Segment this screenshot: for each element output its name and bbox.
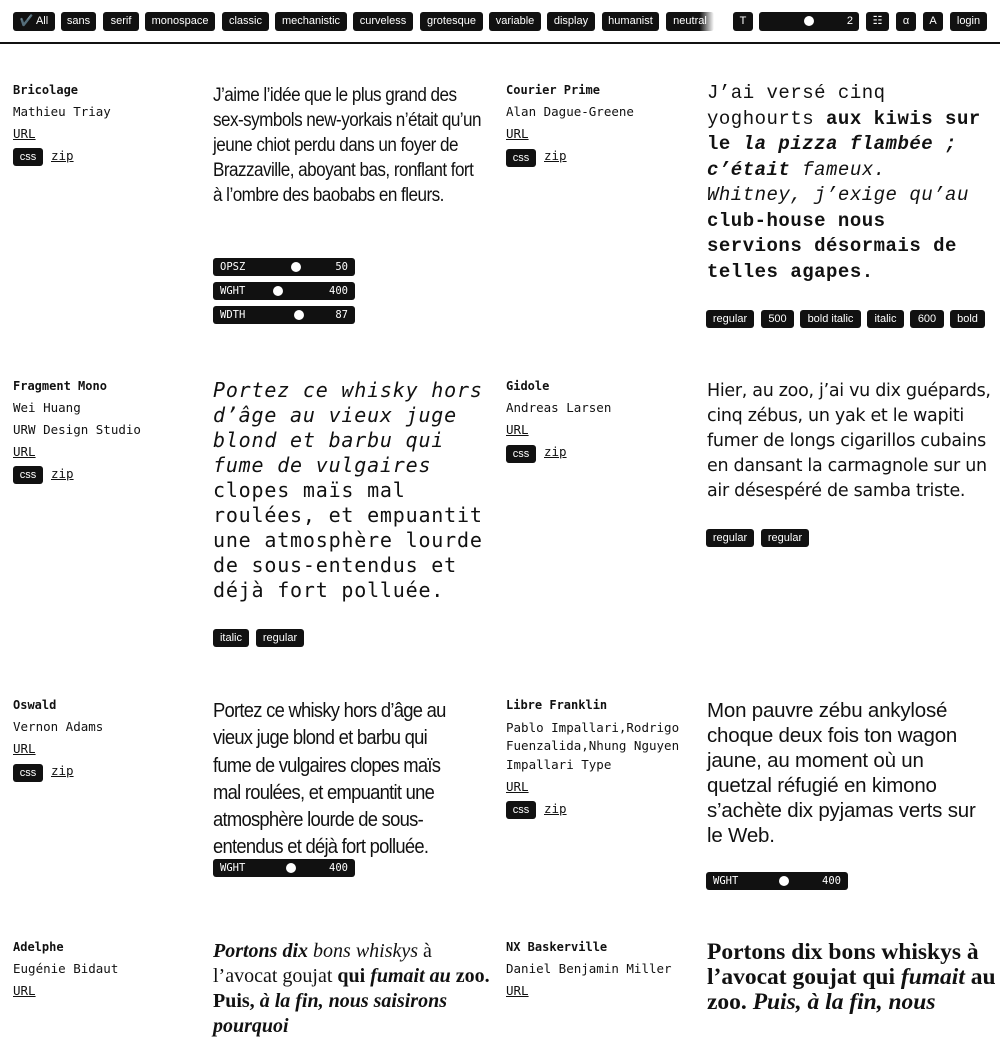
style-chip-regular[interactable]: regular <box>706 310 754 328</box>
filter-sans-chip[interactable]: sans <box>61 12 96 31</box>
zip-link[interactable]: zip <box>544 148 567 163</box>
font-url-link[interactable]: URL <box>506 126 529 141</box>
sample-bold-span: club-house nous servions désormais de telles agapes. <box>707 209 957 283</box>
font-author: Eugénie Bidaut <box>13 961 119 976</box>
font-name: Adelphe <box>13 940 64 954</box>
zip-link[interactable]: zip <box>544 801 567 816</box>
zip-link[interactable]: zip <box>51 148 74 163</box>
axis-value: 400 <box>329 285 348 297</box>
font-author: Mathieu Triay <box>13 104 111 119</box>
font-name: NX Baskerville <box>506 940 608 954</box>
filter-neutral-chip[interactable]: neutral <box>666 12 714 31</box>
font-sample-text[interactable] <box>707 81 990 285</box>
font-sample-text[interactable]: Portez ce whisky hors d’âge au vieux juge blond et barbu qui fume de vulgaires clopes maïs mal roulées, et empuantit une atmosphère lourde de sous-entendus et déjà fort polluée. <box>213 700 446 859</box>
css-button[interactable]: css <box>13 764 43 782</box>
sample-regular-span: à l’avocat goujat <box>213 940 432 987</box>
axis-slider-knob[interactable] <box>294 310 304 320</box>
zip-link[interactable]: zip <box>544 444 567 459</box>
font-name: Bricolage <box>13 83 79 97</box>
css-button[interactable]: css <box>506 801 536 819</box>
font-sample-text[interactable] <box>213 939 498 1039</box>
alpha-button[interactable]: α <box>896 12 916 31</box>
sample-bold-italic-span: la pizza flambée ; c’était <box>707 133 957 181</box>
font-author: Wei Huang <box>13 400 81 415</box>
filter-serif-chip[interactable]: serif <box>103 12 139 31</box>
size-slider-knob[interactable] <box>804 16 814 26</box>
font-foundry: Impallari Type <box>506 757 612 772</box>
font-url-link[interactable]: URL <box>13 444 36 459</box>
style-chip-bold-italic[interactable]: bold italic <box>800 310 861 328</box>
axis-value: 50 <box>335 261 348 273</box>
font-url-link[interactable]: URL <box>13 983 36 998</box>
sample-bold-span: Portons dix bons whiskys à l’avocat goujat qui <box>707 939 979 990</box>
sample-bold-span: qui <box>337 965 371 987</box>
style-chip-regular[interactable]: regular <box>706 529 754 547</box>
font-name: Oswald <box>13 698 57 712</box>
sample-bold-span: aux kiwis sur le <box>707 107 981 155</box>
axis-value: 400 <box>329 862 348 874</box>
font-sample-text[interactable]: J’aime l’idée que le plus grand des sex-symbols new-yorkais n’était qu’un jeune chiot perdu dans un foyer de Brazzaville, aboyant bas, ronflant fort à l’ombre des baobabs en fleurs. <box>213 85 482 206</box>
axis-slider-knob[interactable] <box>779 876 789 886</box>
css-button[interactable]: css <box>506 445 536 463</box>
axis-slider-wght[interactable] <box>213 282 355 300</box>
font-author: Andreas Larsen <box>506 400 612 415</box>
sample-bold-italic-span: fumait <box>900 964 965 990</box>
filter-monospace-chip[interactable]: monospace <box>145 12 215 31</box>
grid-view-icon[interactable]: ☷ <box>866 12 889 31</box>
sample-italic-span: bons whiskys <box>308 940 424 962</box>
font-author: Daniel Benjamin Miller <box>506 961 672 976</box>
sample-bold-span: zoo. Puis, <box>213 965 490 1012</box>
font-url-link[interactable]: URL <box>506 983 529 998</box>
font-name: Courier Prime <box>506 83 600 97</box>
font-url-link[interactable]: URL <box>506 779 529 794</box>
font-author: Vernon Adams <box>13 719 104 734</box>
size-slider-value: 2 <box>846 15 853 27</box>
sample-bold-italic-span: Portons dix <box>213 940 309 962</box>
style-chip-regular[interactable]: regular <box>256 629 304 647</box>
axis-name: OPSZ <box>220 261 246 273</box>
case-toggle-button[interactable]: A <box>923 12 943 31</box>
font-foundry: URW Design Studio <box>13 422 141 437</box>
sample-bold-italic-span: Puis, à la fin, nous <box>752 989 936 1015</box>
size-slider[interactable] <box>759 12 859 31</box>
filter-all-chip[interactable]: ✔️ All <box>13 12 55 31</box>
axis-name: WGHT <box>713 875 739 887</box>
font-url-link[interactable]: URL <box>13 741 36 756</box>
font-name: Gidole <box>506 379 550 393</box>
axis-slider-opsz[interactable] <box>213 258 355 276</box>
filter-variable-chip[interactable]: variable <box>489 12 541 31</box>
font-name: Fragment Mono <box>13 379 107 393</box>
font-sample-text[interactable]: Mon pauvre zébu ankylosé choque deux fois ton wagon jaune, au moment où un quetzal réfugié en kimono s’achète dix pyjamas verts sur le Web. <box>707 699 976 847</box>
zip-link[interactable]: zip <box>51 763 74 778</box>
style-chip-500[interactable]: 500 <box>761 310 794 328</box>
filter-display-chip[interactable]: display <box>547 12 595 31</box>
sample-text-button[interactable]: T <box>733 12 753 31</box>
css-button[interactable]: css <box>13 466 43 484</box>
axis-slider-wght[interactable] <box>213 859 355 877</box>
css-button[interactable]: css <box>506 149 536 167</box>
font-url-link[interactable]: URL <box>13 126 36 141</box>
style-chip-600[interactable]: 600 <box>910 310 944 328</box>
sample-bold-span: au zoo. <box>707 964 996 1015</box>
axis-slider-wdth[interactable] <box>213 306 355 324</box>
sample-italic-span: Portez ce whisky hors d’âge au vieux juge blond et barbu qui fume de vulgaires <box>213 378 483 477</box>
axis-name: WGHT <box>220 862 246 874</box>
axis-name: WDTH <box>220 309 246 321</box>
sample-bold-italic-span: fumait au <box>370 965 451 987</box>
axis-slider-knob[interactable] <box>291 262 301 272</box>
axis-value: 87 <box>335 309 348 321</box>
font-author: Pablo Impallari,Rodrigo Fuenzalida,Nhung Nguyen <box>506 720 680 753</box>
filter-humanist-chip[interactable]: humanist <box>602 12 659 31</box>
axis-slider-knob[interactable] <box>286 863 296 873</box>
style-chip-italic[interactable]: italic <box>213 629 249 647</box>
font-sample-text[interactable] <box>213 378 493 603</box>
css-button[interactable]: css <box>13 148 43 166</box>
axis-slider-wght[interactable] <box>706 872 848 890</box>
sample-bold-italic-span: à la fin, nous saisirons pourquoi <box>213 990 447 1037</box>
style-chip-regular[interactable]: regular <box>761 529 809 547</box>
font-sample-text[interactable]: Hier, au zoo, j’ai vu dix guépards, cinq zébus, un yak et le wapiti fumer de longs cigarillos cubains en dansant la carmagnole sur un air désespéré de samba triste. <box>707 381 991 501</box>
font-author: Alan Dague-Greene <box>506 104 634 119</box>
filter-toolbar <box>0 0 1000 44</box>
filter-classic-chip[interactable]: classic <box>222 12 269 31</box>
filter-curveless-chip[interactable]: curveless <box>353 12 413 31</box>
style-chip-italic[interactable]: italic <box>867 310 904 328</box>
zip-link[interactable]: zip <box>51 466 74 481</box>
axis-name: WGHT <box>220 285 246 297</box>
axis-value: 400 <box>822 875 841 887</box>
sample-italic-span: fameux. Whitney, j’exige qu’au <box>707 158 969 206</box>
axis-slider-knob[interactable] <box>273 286 283 296</box>
style-chip-bold[interactable]: bold <box>950 310 985 328</box>
filter-mechanistic-chip[interactable]: mechanistic <box>275 12 347 31</box>
login-button[interactable]: login <box>950 12 987 31</box>
font-sample-text[interactable] <box>707 940 997 1015</box>
font-name: Libre Franklin <box>506 698 608 712</box>
font-url-link[interactable]: URL <box>506 422 529 437</box>
filter-grotesque-chip[interactable]: grotesque <box>420 12 483 31</box>
sample-regular-span: J’ai versé cinq yoghourts <box>707 82 886 130</box>
sample-regular-span: clopes maïs mal roulées, et empuantit une atmosphère lourde de sous-entendus et déjà fort polluée. <box>213 478 483 602</box>
